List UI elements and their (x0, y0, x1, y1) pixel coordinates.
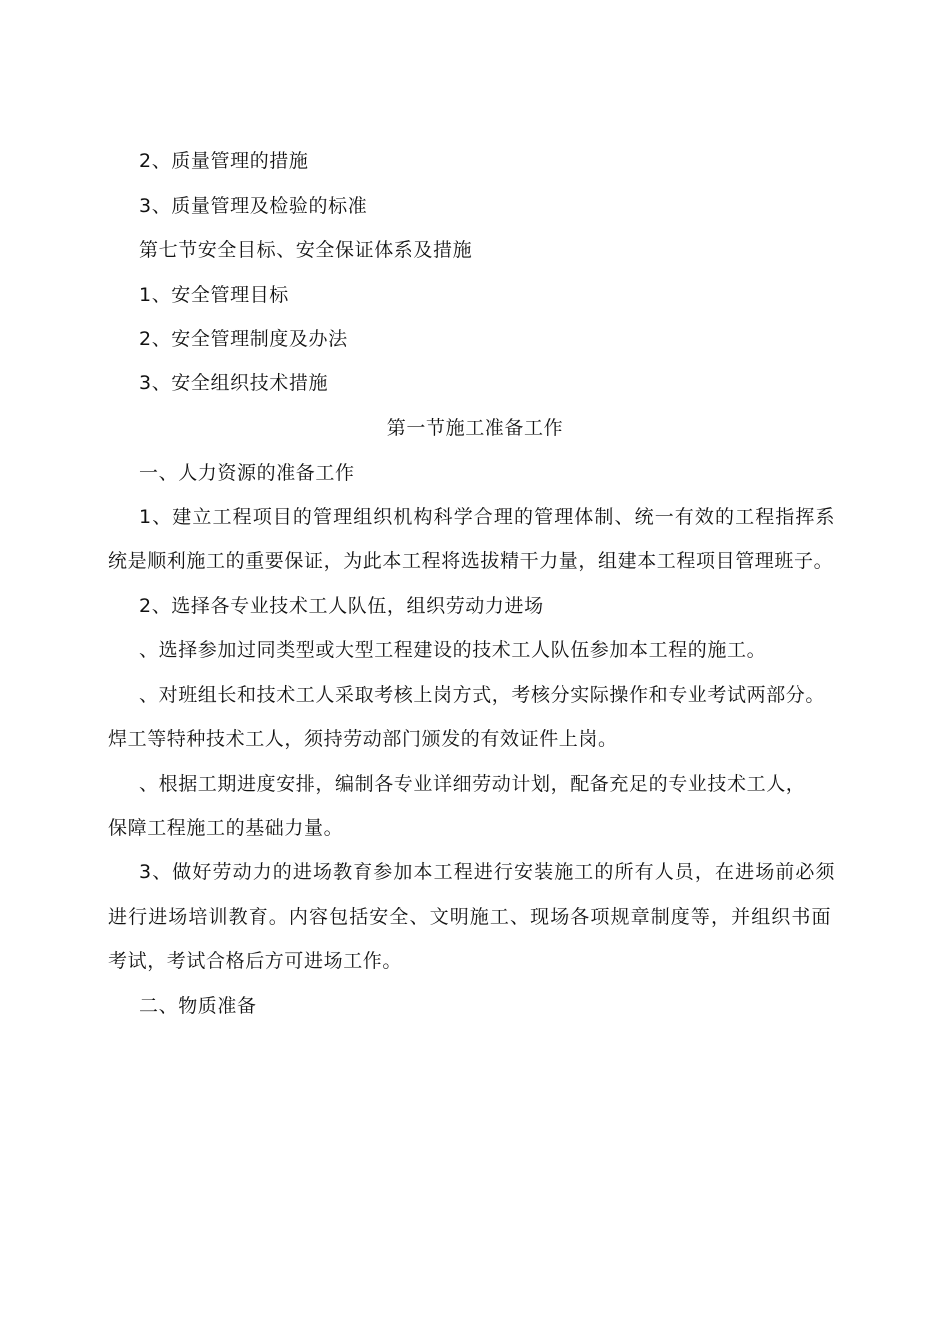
paragraph-1-line-1: 1、建立工程项目的管理组织机构科学合理的管理体制、统一有效的工程指挥系 (139, 506, 836, 528)
item-quality-standards: 3、质量管理及检验的标准 (139, 195, 368, 217)
item-safety-rules: 2、安全管理制度及办法 (139, 328, 348, 350)
item-safety-measures: 3、安全组织技术措施 (139, 372, 329, 394)
paragraph-3-line-1: 3、做好劳动力的进场教育参加本工程进行安装施工的所有人员，在进场前必须 (139, 861, 836, 883)
bullet-labor-plan-line-1: 、根据工期进度安排，编制各专业详细劳动计划，配备充足的专业技术工人， (139, 773, 806, 795)
item-quality-measures: 2、质量管理的措施 (139, 150, 309, 172)
section-seven-heading: 第七节安全目标、安全保证体系及措施 (139, 239, 473, 261)
bullet-select-experienced: 、选择参加过同类型或大型工程建设的技术工人队伍参加本工程的施工。 (139, 639, 767, 661)
item-select-teams: 2、选择各专业技术工人队伍，组织劳动力进场 (139, 595, 544, 617)
bullet-assessment-line-1: 、对班组长和技术工人采取考核上岗方式，考核分实际操作和专业考试两部分。 (139, 684, 826, 706)
bullet-assessment-line-2: 焊工等特种技术工人，须持劳动部门颁发的有效证件上岗。 (108, 728, 618, 750)
paragraph-3-line-2: 进行进场培训教育。内容包括安全、文明施工、现场各项规章制度等，并组织书面 (108, 906, 832, 928)
bullet-labor-plan-line-2: 保障工程施工的基础力量。 (108, 817, 344, 839)
paragraph-1-line-2: 统是顺利施工的重要保证，为此本工程将选拔精干力量，组建本工程项目管理班子。 (108, 550, 834, 572)
paragraph-3-line-3: 考试，考试合格后方可进场工作。 (108, 950, 403, 972)
item-safety-goal: 1、安全管理目标 (139, 284, 289, 306)
subheading-human-resources: 一、人力资源的准备工作 (139, 462, 355, 484)
section-one-title: 第一节施工准备工作 (386, 417, 564, 439)
subheading-material-prep: 二、物质准备 (139, 995, 257, 1017)
